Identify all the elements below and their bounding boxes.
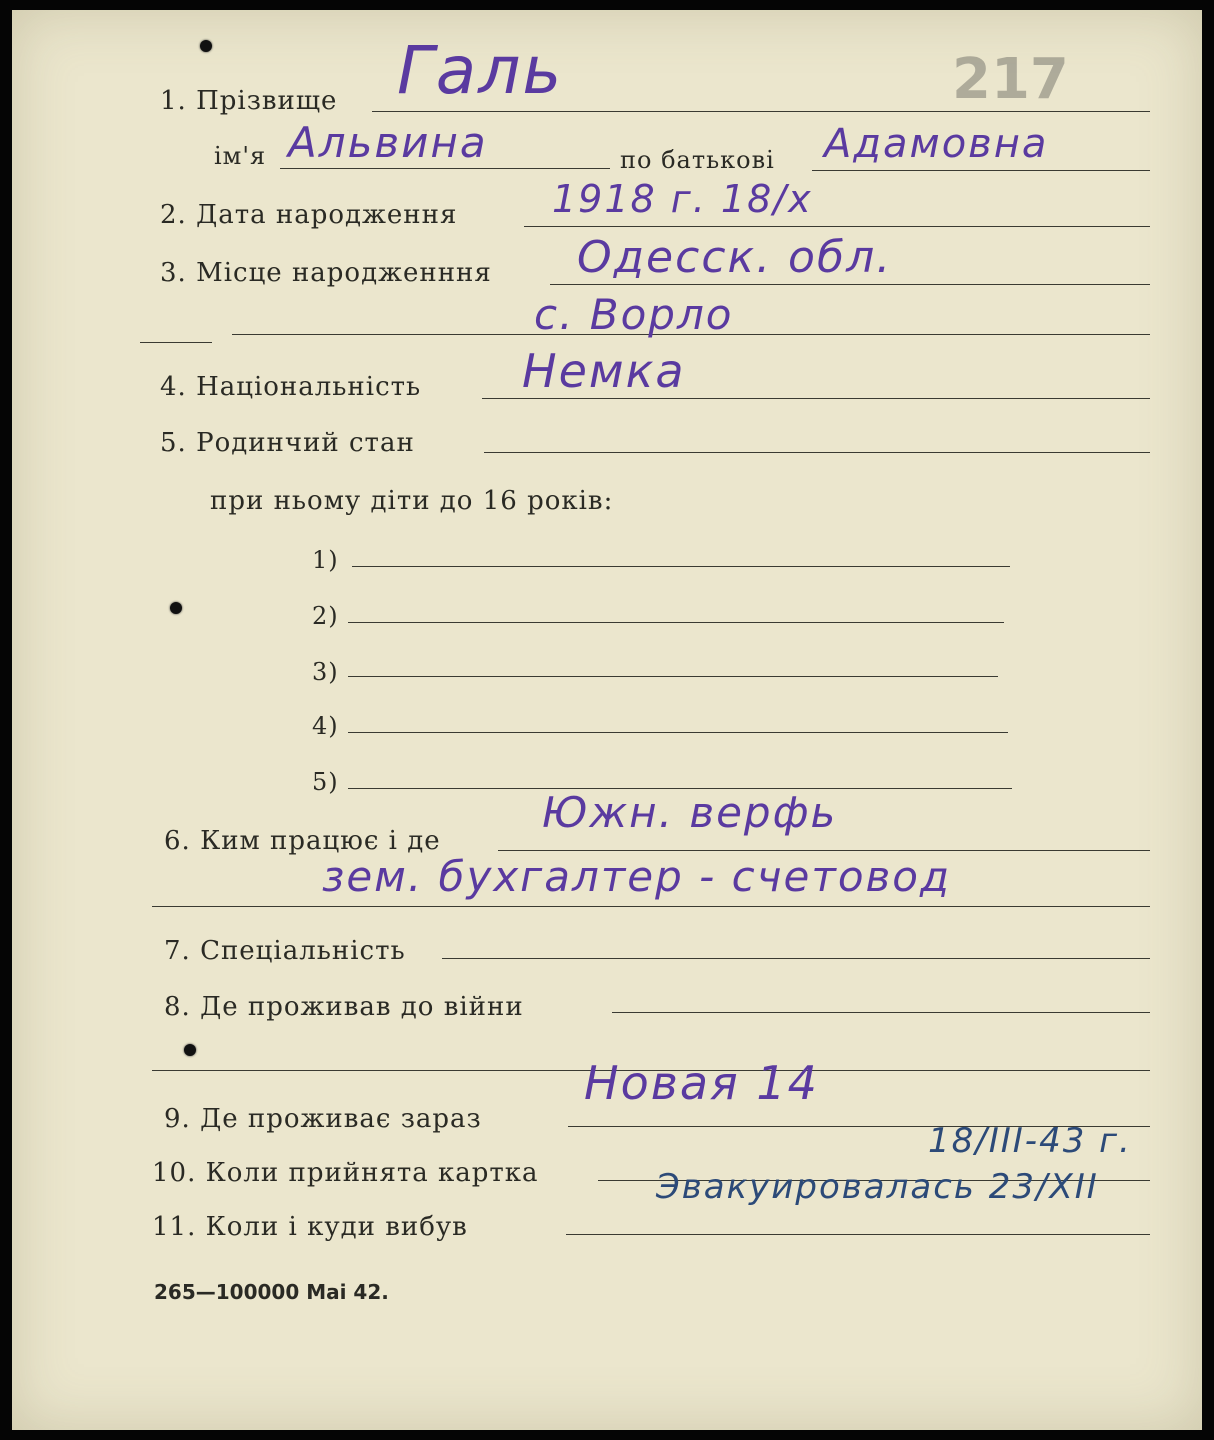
registration-card — [12, 10, 1202, 1430]
child-3-line — [348, 676, 998, 677]
family-status-label: 5. Родинчий стан — [160, 428, 415, 458]
surname-handwritten: Галь — [397, 32, 564, 109]
child-4-label: 4) — [312, 712, 339, 740]
name-handwritten: Альвина — [288, 118, 488, 167]
family-status-line — [484, 452, 1150, 453]
surname-label: 1. Прізвище — [160, 86, 338, 116]
nationality-label: 4. Національність — [160, 372, 422, 402]
work-label: 6. Ким працює і де — [164, 826, 441, 856]
departed-label: 11. Коли і куди вибув — [152, 1212, 468, 1242]
name-label: ім'я — [214, 142, 267, 170]
departed-line — [566, 1234, 1150, 1235]
birth-place-handwritten-2: с. Ворло — [534, 290, 734, 339]
punch-hole-bottom — [184, 1044, 196, 1056]
birth-place-line-2a — [140, 342, 212, 343]
child-2-line — [348, 622, 1004, 623]
child-1-line — [352, 566, 1010, 567]
departed-handwritten: Эвакуировалась 23/XII — [656, 1167, 1099, 1207]
child-1-label: 1) — [312, 546, 339, 574]
print-code: 265—100000 Маі 42. — [154, 1280, 389, 1304]
work-handwritten-1: Южн. верфь — [542, 788, 838, 837]
surname-line — [372, 111, 1150, 112]
patronymic-line — [812, 170, 1150, 171]
birth-place-label: 3. Місце народженння — [160, 258, 492, 288]
current-residence-label: 9. Де проживає зараз — [164, 1104, 482, 1134]
card-accepted-label: 10. Коли прийнята картка — [152, 1158, 539, 1188]
current-residence-handwritten: Новая 14 — [584, 1056, 819, 1110]
work-handwritten-2: зем. бухгалтер - счетовод — [322, 852, 952, 901]
child-3-label: 3) — [312, 658, 339, 686]
specialty-line — [442, 958, 1150, 959]
work-line-2 — [152, 906, 1150, 907]
name-line — [280, 168, 610, 169]
patronymic-label: по батькові — [620, 146, 775, 174]
archive-number: 217 — [952, 47, 1069, 112]
birth-date-handwritten: 1918 г. 18/х — [552, 177, 813, 221]
child-2-label: 2) — [312, 602, 339, 630]
nationality-line — [482, 398, 1150, 399]
birth-place-handwritten-1: Одесск. обл. — [577, 232, 893, 283]
child-4-line — [348, 732, 1008, 733]
birth-place-line — [550, 284, 1150, 285]
punch-hole-top — [200, 40, 212, 52]
prewar-residence-label: 8. Де проживав до війни — [164, 992, 524, 1022]
card-accepted-handwritten: 18/III-43 г. — [928, 1121, 1132, 1161]
birth-date-label: 2. Дата народження — [160, 200, 458, 230]
children-label: при ньому діти до 16 років: — [210, 486, 614, 516]
work-line-1 — [498, 850, 1150, 851]
specialty-label: 7. Спеціальність — [164, 936, 406, 966]
patronymic-handwritten: Адамовна — [824, 121, 1049, 167]
prewar-residence-line-1 — [612, 1012, 1150, 1013]
nationality-handwritten: Немка — [522, 344, 686, 398]
birth-date-line — [524, 226, 1150, 227]
child-5-label: 5) — [312, 768, 339, 796]
punch-hole-middle — [170, 602, 182, 614]
